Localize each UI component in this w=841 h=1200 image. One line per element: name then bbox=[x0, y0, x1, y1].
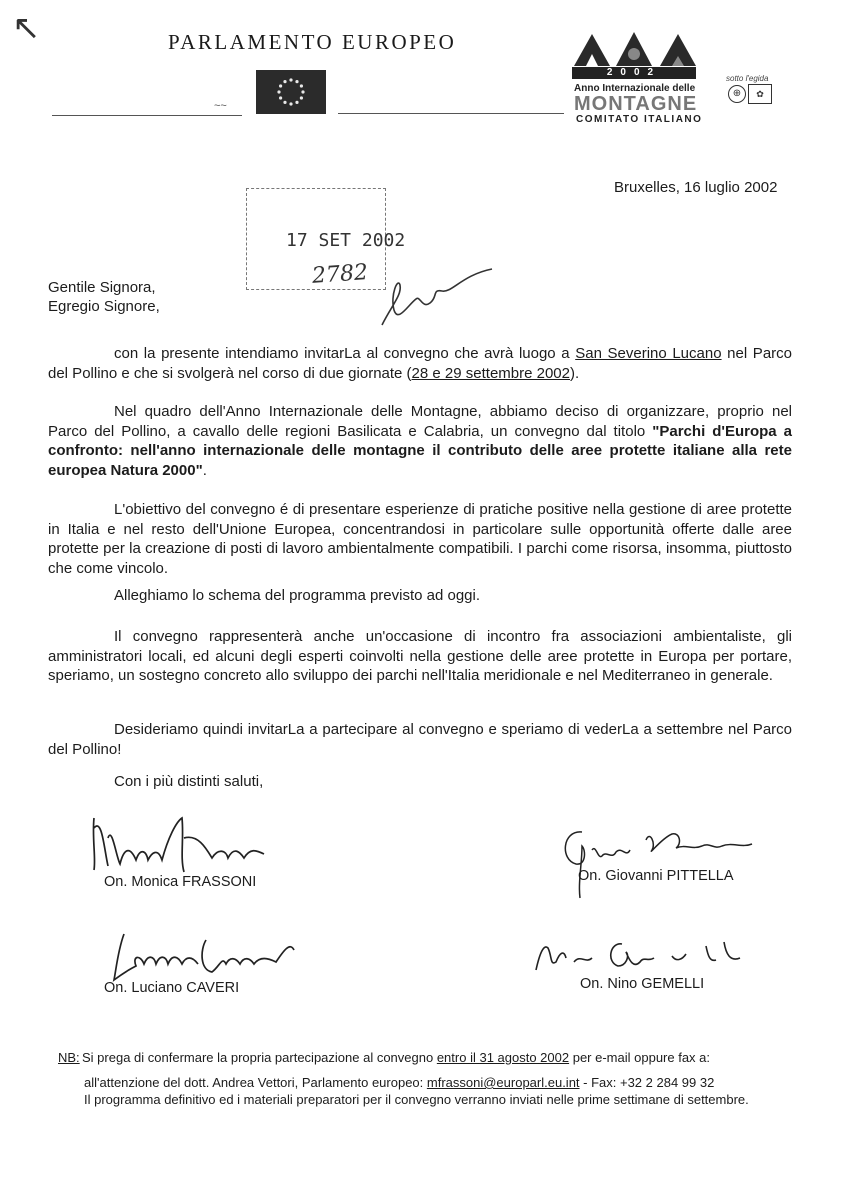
paragraph-1: con la presente intendiamo invitarLa al convegno che avrà luogo a San Severino Lucano nel Parco del Pollino e che si svolgerà nel corso di due giornate (28 e 29 settembre 2002). bbox=[48, 345, 792, 382]
nb-details bbox=[84, 1074, 796, 1108]
logo-title: MONTAGNE bbox=[574, 93, 698, 115]
fao-emblem-icon: ✿ bbox=[748, 84, 772, 104]
nb-line-1: Si prega di confermare la propria partecipazione al convegno entro il 31 agosto 2002 per e-mail oppure fax a: bbox=[82, 1050, 711, 1065]
closing-line: Con i più distinti saluti, bbox=[114, 773, 264, 790]
scribble-mark: ~~ bbox=[214, 100, 227, 112]
signature-gemelli bbox=[530, 932, 760, 980]
signature-frassoni bbox=[88, 808, 278, 878]
handwritten-corner-mark: ↖ bbox=[12, 8, 41, 48]
nb-line-3: Il programma definitivo ed i materiali preparatori per il convegno verranno inviati nelle prime settimane di settembre. bbox=[84, 1092, 749, 1107]
signature-pittella bbox=[552, 820, 782, 900]
signatory-name-caveri: On. Luciano CAVERI bbox=[104, 980, 240, 996]
un-emblem-icon: ⊕ bbox=[728, 85, 746, 103]
paragraph-2: Nel quadro dell'Anno Internazionale delle Montagne, abbiamo deciso di organizzare, proprio nel Parco del Pollino, a cavallo delle regioni Basilicata e Calabria, un convegno dal titolo "Parchi d'Europa a confronto: nell'anno internazionale delle montagne il contributo delle aree protette italiane alla rete europea Natura 2000". bbox=[48, 403, 792, 479]
letter-date: Bruxelles, 16 luglio 2002 bbox=[614, 179, 778, 196]
logo-year: 2002 bbox=[572, 67, 696, 79]
signatory-name-gemelli: On. Nino GEMELLI bbox=[580, 976, 705, 992]
nb-deadline: entro il 31 agosto 2002 bbox=[436, 1050, 570, 1065]
paragraph-3: L'obiettivo del convegno é di presentare esperienze di pratiche positive nella gestione di aree protette in Italia e nel resto dell'Unione Europea, concentrandosi in particolare sulle opportunità offerte dalle aree protette per la creazione di posti di lavoro ambientalmente compatibili. I parchi come risorsa, insomma, piuttosto che come vincolo. bbox=[48, 501, 792, 577]
paragraph-5: Il convegno rappresenterà anche un'occasione di incontro fra associazioni ambientaliste, gli amministratori locali, ed alcuni degli esperti coinvolti nella gestione delle aree protette in Europa per portare, speriamo, un sostegno concreto allo sviluppo dei parchi nell'Italia meridionale e nel Mediterraneo in generale. bbox=[48, 628, 792, 684]
handwritten-initial bbox=[372, 265, 502, 335]
signature-caveri bbox=[108, 920, 308, 986]
stamp-number: 2782 bbox=[311, 260, 369, 289]
paragraph-6: Desideriamo quindi invitarLa a partecipare al convegno e speriamo di vederLa a settembre nel Parco del Pollino! bbox=[48, 721, 792, 758]
eu-flag-icon bbox=[256, 70, 326, 114]
paragraph-4: Alleghiamo lo schema del programma previsto ad oggi. bbox=[114, 587, 481, 604]
organization-title: PARLAMENTO EUROPEO bbox=[168, 30, 457, 54]
venue-link: San Severino Lucano bbox=[575, 345, 722, 362]
event-dates: 28 e 29 settembre 2002 bbox=[411, 364, 570, 382]
salutation-line-2: Egregio Signore, bbox=[48, 298, 160, 315]
conference-title: "Parchi d'Europa a confronto: nell'anno internazionale delle montagne il contributo delle aree protette italiane alla rete europea Natura 2000" bbox=[48, 422, 792, 479]
header-rule-right bbox=[338, 113, 564, 114]
nb-label: NB: bbox=[58, 1050, 80, 1065]
salutation-line-1: Gentile Signora, bbox=[48, 279, 156, 296]
header-rule-left bbox=[52, 115, 242, 116]
contact-email-link[interactable]: mfrassoni@europarl.eu.int bbox=[426, 1075, 580, 1090]
logo-committee: COMITATO ITALIANO bbox=[576, 114, 703, 125]
signatory-name-pittella: On. Giovanni PITTELLA bbox=[578, 868, 734, 884]
signatory-name-frassoni: On. Monica FRASSONI bbox=[104, 874, 257, 890]
mountains-logo-icon bbox=[572, 30, 700, 68]
stamp-date: 17 SET 2002 bbox=[286, 230, 406, 251]
logo-sotto-egida: sotto l'egida bbox=[726, 74, 769, 83]
logo-subtitle: Anno Internazionale delle bbox=[574, 83, 696, 94]
nb-line-2: all'attenzione del dott. Andrea Vettori, Parlamento europeo: mfrassoni@europarl.eu.int - Fax: +32 2 284 99 32 bbox=[84, 1075, 715, 1090]
